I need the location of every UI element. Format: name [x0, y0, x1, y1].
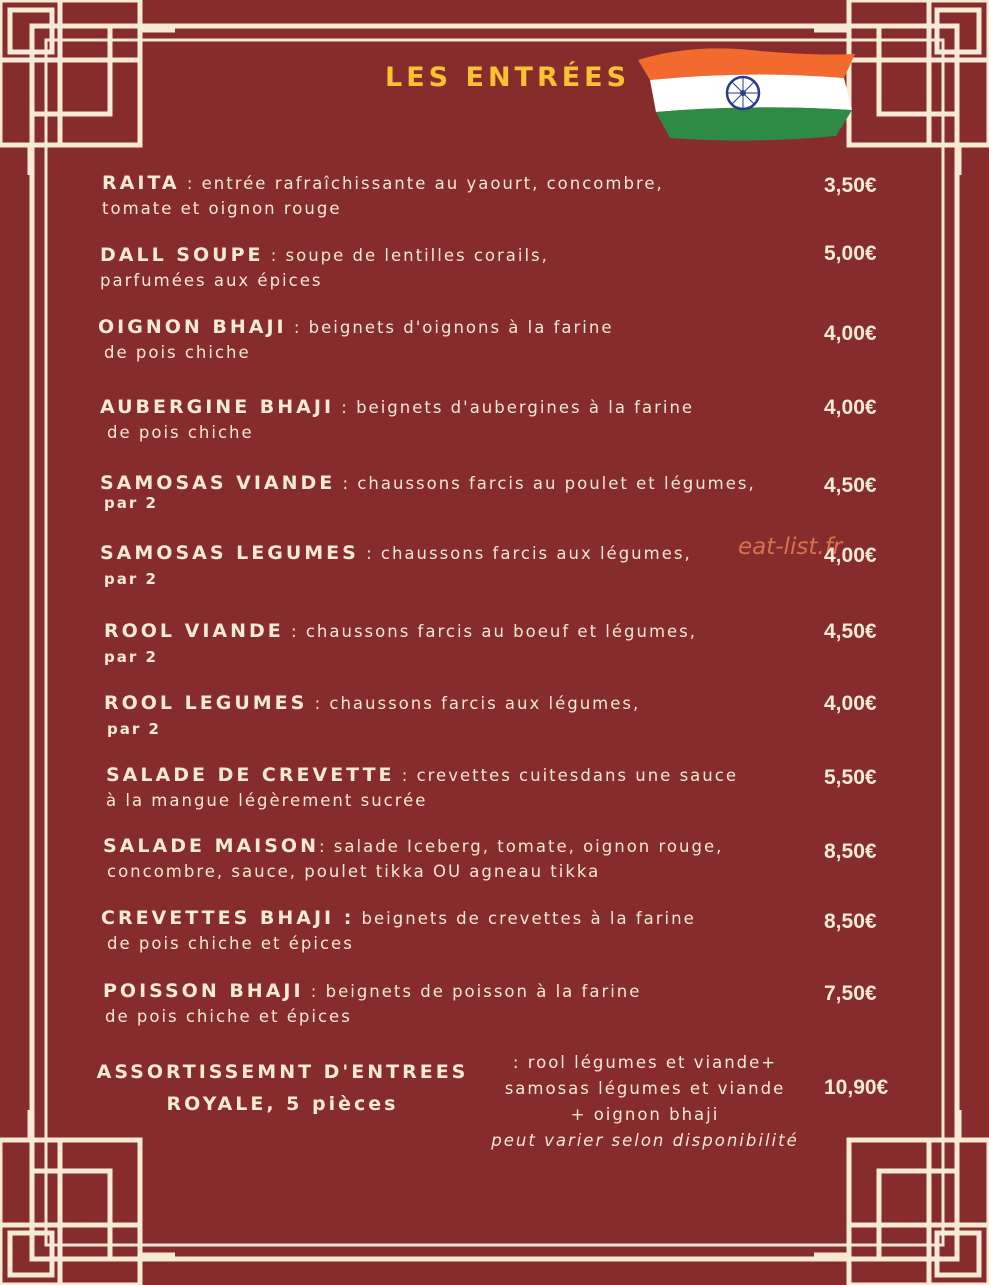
menu-item	[102, 172, 812, 218]
item-name: SALADE DE CREVETTE	[106, 764, 395, 786]
menu-item	[98, 316, 808, 362]
item-name: DALL SOUPE	[100, 244, 264, 266]
assortment-name-line1: ASSORTISSEMNT D'ENTREES	[96, 1061, 469, 1083]
menu-item	[103, 980, 813, 1026]
item-description: : chaussons farcis au boeuf et légumes,	[283, 622, 698, 641]
item-description-line2: tomate et oignon rouge	[102, 199, 342, 218]
assortment-desc-line2: samosas légumes et viande	[504, 1079, 786, 1098]
assortment-description	[470, 1050, 820, 1154]
menu-item	[104, 692, 814, 738]
item-price: 4,00€	[824, 322, 877, 345]
item-name: POISSON BHAJI	[103, 980, 304, 1002]
item-name: OIGNON BHAJI	[98, 316, 287, 338]
item-description: : beignets d'oignons à la farine	[286, 318, 614, 337]
item-price: 8,50€	[824, 840, 877, 863]
item-name: ROOL LEGUMES	[104, 692, 308, 714]
item-description-line2: par 2	[104, 648, 158, 666]
assortment-note: peut varier selon disponibilité	[491, 1131, 799, 1150]
indian-flag-icon	[630, 40, 862, 150]
menu-item	[100, 396, 810, 442]
item-price: 4,00€	[824, 396, 877, 419]
menu-item	[104, 620, 814, 666]
item-name: AUBERGINE BHAJI	[100, 396, 335, 418]
item-price: 7,50€	[824, 982, 877, 1005]
item-description-line2: de pois chiche	[104, 343, 251, 362]
item-price: 8,50€	[824, 910, 877, 933]
assortment-name	[90, 1056, 475, 1120]
item-name: SALADE MAISON	[103, 835, 319, 857]
menu-item	[100, 244, 810, 290]
menu-item	[100, 542, 810, 588]
item-price: 5,50€	[824, 766, 877, 789]
item-price: 4,00€	[824, 544, 877, 567]
item-price: 5,00€	[824, 242, 877, 265]
item-description-line2: par 2	[107, 720, 161, 738]
item-description: : entrée rafraîchissante au yaourt, concombre,	[179, 174, 664, 193]
menu-item	[106, 764, 816, 810]
item-description: : chaussons farcis aux légumes,	[358, 544, 692, 563]
item-description-line2: concombre, sauce, poulet tikka OU agneau tikka	[107, 862, 601, 881]
item-name: RAITA	[102, 172, 180, 194]
item-name: SAMOSAS VIANDE	[100, 472, 336, 494]
item-name: ROOL VIANDE	[104, 620, 284, 642]
item-description: : crevettes cuitesdans une sauce	[394, 766, 738, 785]
page-title: LES ENTRÉES	[385, 62, 631, 93]
item-description-line2: par 2	[104, 570, 158, 588]
item-name: CREVETTES BHAJI :	[101, 907, 355, 929]
assortment-price: 10,90€	[824, 1076, 889, 1099]
item-description: : beignets d'aubergines à la farine	[334, 398, 695, 417]
assortment-desc-line3: + oignon bhaji	[570, 1105, 720, 1124]
item-description-line2: de pois chiche	[107, 423, 254, 442]
item-description-line2: parfumées aux épices	[100, 271, 323, 290]
menu-item	[100, 472, 810, 512]
item-description: : chaussons farcis aux légumes,	[307, 694, 641, 713]
item-price: 4,50€	[824, 474, 877, 497]
item-description-line2: à la mangue légèrement sucrée	[106, 791, 428, 810]
item-description-line2: de pois chiche et épices	[105, 1007, 352, 1026]
assortment-name-line2: ROYALE, 5 pièces	[166, 1093, 399, 1115]
item-description: : chaussons farcis au poulet et légumes,	[335, 474, 756, 493]
watermark: eat-list.fr	[738, 534, 843, 560]
menu-item	[101, 907, 811, 953]
item-price: 4,00€	[824, 692, 877, 715]
item-description-line2: par 2	[104, 494, 158, 512]
item-price: 3,50€	[824, 174, 877, 197]
assortment-desc-line1: : rool légumes et viande+	[512, 1053, 778, 1072]
item-name: SAMOSAS LEGUMES	[100, 542, 359, 564]
item-price: 4,50€	[824, 620, 877, 643]
item-description: : soupe de lentilles corails,	[263, 246, 549, 265]
item-description-line2: de pois chiche et épices	[107, 934, 354, 953]
menu-item	[103, 835, 813, 881]
item-description: : salade Iceberg, tomate, oignon rouge,	[318, 837, 724, 856]
item-description: : beignets de poisson à la farine	[303, 982, 642, 1001]
item-description: beignets de crevettes à la farine	[354, 909, 696, 928]
